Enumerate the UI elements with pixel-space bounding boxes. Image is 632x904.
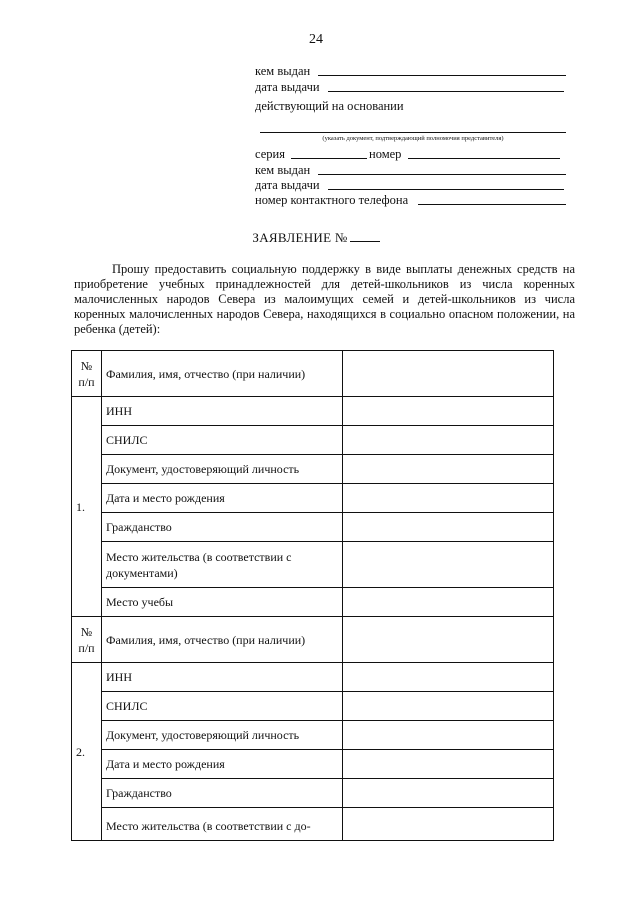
document-hint: (указать документ, подтверждающий полномочия представителя) [322,135,504,142]
statement-body-text: Прошу предоставить социальную поддержку в виде выплаты денежных средств на приобретение учебных принадлежностей для детей-школьников из числа коренных малочисленных народов Севера из малоимущих семей и детей-школьников из числа коренных малочисленных народов Севера, находящихся в социально опасном положении, на ребенка (детей): [74,262,575,336]
snils-value-cell[interactable] [343,426,554,455]
residence-label: Место жительства (в соответствии с документами) [106,549,292,580]
id-document-label-cell-2 [102,721,343,750]
birth-label: Дата и место рождения [106,491,225,505]
basis-document-line[interactable] [260,132,566,133]
study-place-value-cell[interactable] [343,588,554,617]
birth-value-cell[interactable] [343,484,554,513]
page-number: 24 [309,32,323,47]
residence-label-cell-2 [102,808,343,841]
statement-number-blank[interactable] [350,231,380,242]
study-place-label: Место учебы [106,595,174,609]
no-header: № п/п [78,358,95,389]
citizenship-label-cell-2 [102,779,343,808]
birth-value-cell-2[interactable] [343,750,554,779]
child-2-number-cell [72,663,102,841]
birth-label-2: Дата и место рождения [106,757,225,771]
fio-header-cell [102,351,343,397]
number-line[interactable] [408,158,560,159]
child-1-number-cell [72,397,102,617]
study-place-label-cell [102,588,343,617]
phone-line[interactable] [418,204,566,205]
issue-date-label: дата выдачи [255,80,320,94]
series-label: серия [255,147,285,161]
id-document-label-cell [102,455,343,484]
id-document-label-2: Документ, удостоверяющий личность [106,728,300,742]
residence-value-cell-2[interactable] [343,808,554,841]
no-header-cell [72,351,102,397]
id-document-value-cell-2[interactable] [343,721,554,750]
acting-basis-label: действующий на основании [255,99,404,113]
residence-label-2: Место жительства (в соответствии с до- [106,819,311,833]
children-table [71,350,554,841]
citizenship-value-cell[interactable] [343,513,554,542]
fio-header-cell-2 [102,617,343,663]
no-header-cell-2 [72,617,102,663]
phone-label: номер контактного телефона [255,193,409,207]
inn-value-cell-2[interactable] [343,663,554,692]
issue-date-line[interactable] [328,91,564,92]
issued-by-line-2[interactable] [318,174,566,175]
residence-value-cell[interactable] [343,542,554,588]
snils-label-cell-2 [102,692,343,721]
citizenship-label-cell [102,513,343,542]
birth-label-cell [102,484,343,513]
id-document-label: Документ, удостоверяющий личность [106,462,300,476]
fio-value-cell-2[interactable] [343,617,554,663]
snils-label-cell [102,426,343,455]
issue-date-line-2[interactable] [328,189,564,190]
citizenship-label-2: Гражданство [106,786,172,800]
fio-value-cell[interactable] [343,351,554,397]
series-line[interactable] [291,158,367,159]
fio-header: Фамилия, имя, отчество (при наличии) [106,366,306,381]
statement-body [74,262,575,337]
issued-by-label: кем выдан [255,64,311,78]
id-document-value-cell[interactable] [343,455,554,484]
number-label: номер [369,147,402,161]
statement-title [0,230,632,246]
citizenship-label: Гражданство [106,520,172,534]
child-1-number: 1. [76,499,85,514]
inn-label: ИНН [106,404,132,418]
inn-label-cell [102,397,343,426]
inn-label-cell-2 [102,663,343,692]
no-header-2: № п/п [78,624,95,655]
snils-value-cell-2[interactable] [343,692,554,721]
issued-by-label-2: кем выдан [255,163,311,177]
child-2-number: 2. [76,744,85,759]
inn-label-2: ИНН [106,670,132,684]
snils-label: СНИЛС [106,433,148,447]
inn-value-cell[interactable] [343,397,554,426]
citizenship-value-cell-2[interactable] [343,779,554,808]
fio-header-2: Фамилия, имя, отчество (при наличии) [106,632,306,647]
issue-date-label-2: дата выдачи [255,178,320,192]
statement-title-text: ЗАЯВЛЕНИЕ № [252,230,348,245]
snils-label-2: СНИЛС [106,699,148,713]
birth-label-cell-2 [102,750,343,779]
issued-by-line[interactable] [318,75,566,76]
residence-label-cell [102,542,343,588]
